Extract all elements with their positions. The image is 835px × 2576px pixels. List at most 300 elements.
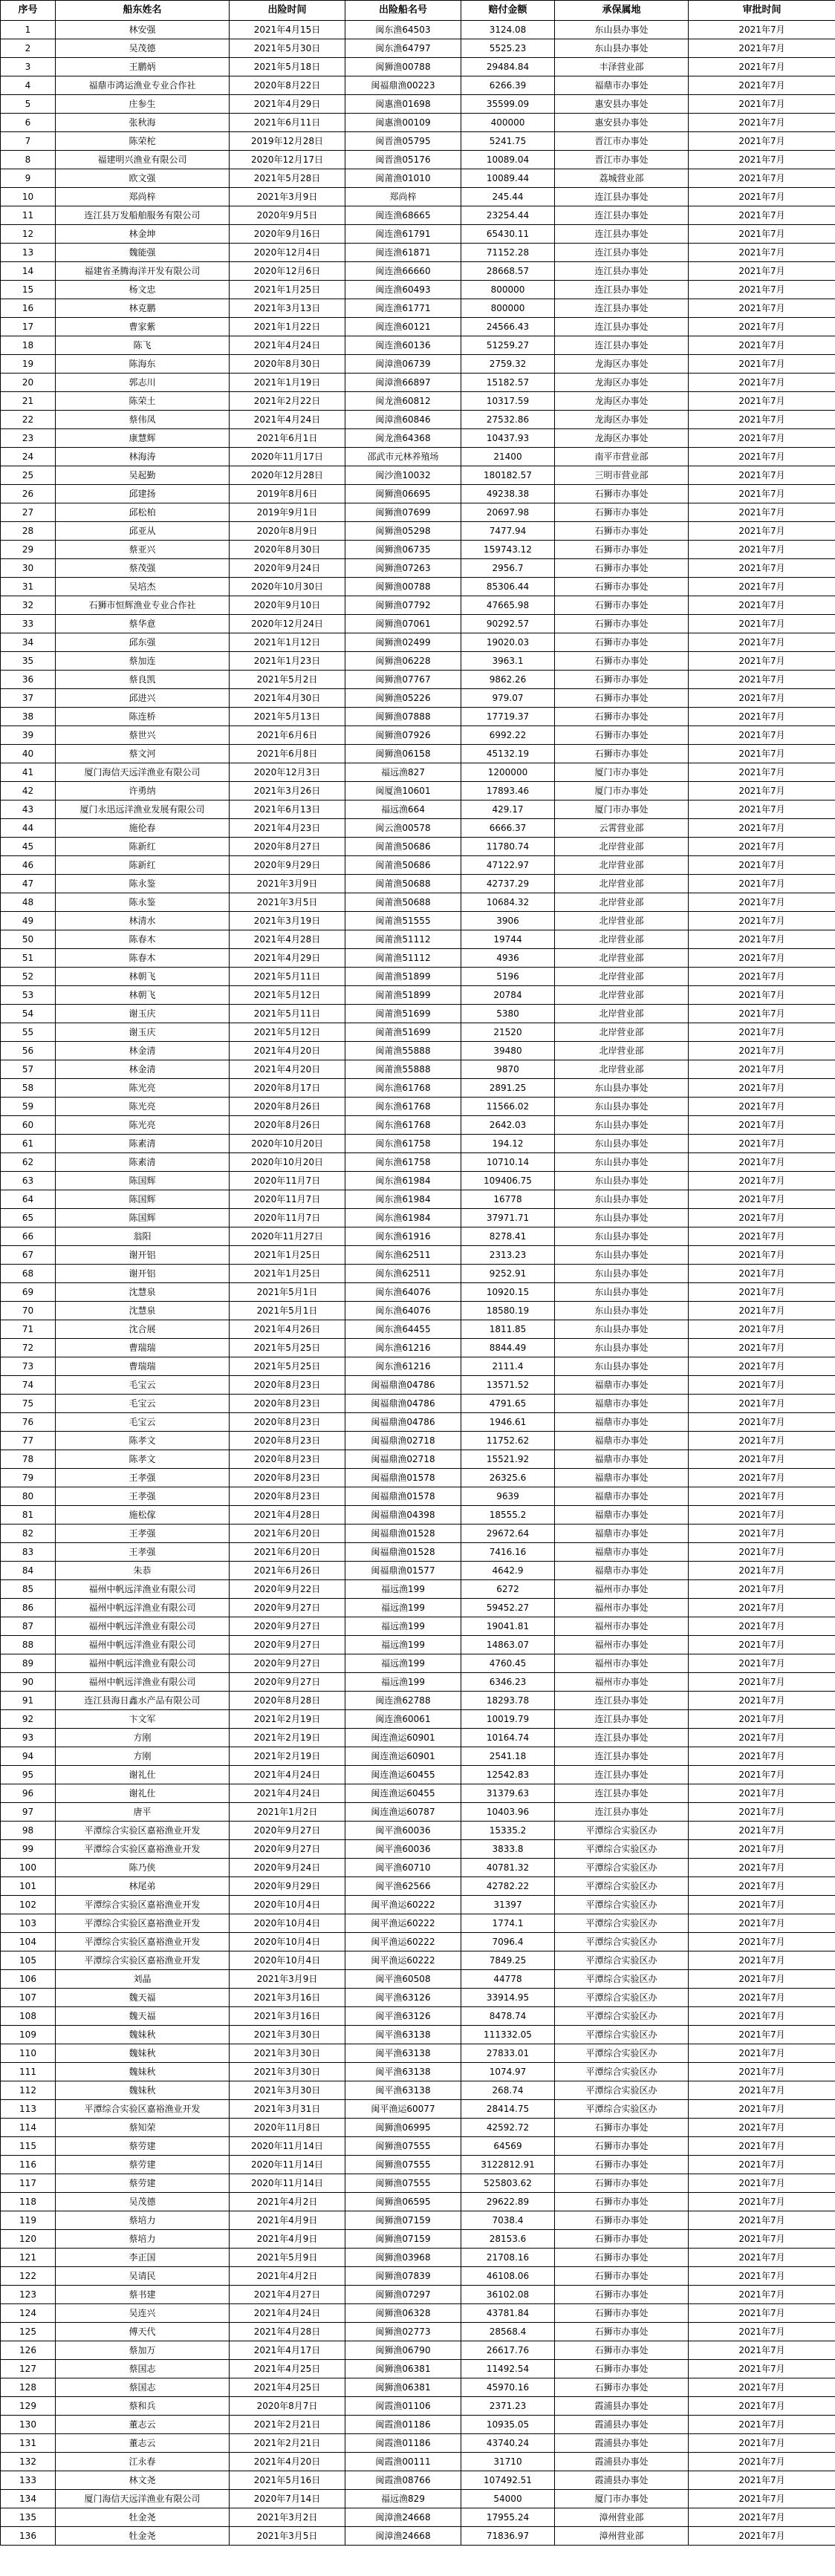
col-header-date: 出险时间	[230, 1, 345, 21]
cell-index: 30	[1, 559, 56, 578]
cell-owner: 魏天福	[56, 1989, 230, 2007]
cell-index: 122	[1, 2267, 56, 2286]
cell-index: 36	[1, 671, 56, 689]
cell-branch: 石狮市办事处	[555, 2286, 689, 2304]
cell-approval: 2021年7月	[689, 1747, 835, 1766]
cell-date: 2020年8月23日	[230, 1469, 345, 1487]
cell-owner: 陈海东	[56, 355, 230, 374]
cell-amount: 2541.18	[461, 1747, 555, 1766]
cell-index: 110	[1, 2044, 56, 2063]
cell-vessel: 闽福鼎渔02718	[345, 1432, 461, 1450]
cell-date: 2021年5月12日	[230, 986, 345, 1005]
cell-date: 2021年4月24日	[230, 1784, 345, 1803]
cell-approval: 2021年7月	[689, 2304, 835, 2323]
cell-vessel: 闽霞渔08766	[345, 2471, 461, 2490]
cell-vessel: 闽狮渔06328	[345, 2304, 461, 2323]
table-row	[1, 1803, 835, 1822]
table-row	[1, 503, 835, 522]
table-row	[1, 225, 835, 244]
cell-vessel: 闽霞渔01106	[345, 2397, 461, 2416]
table-row	[1, 2081, 835, 2100]
cell-approval: 2021年7月	[689, 1265, 835, 1283]
cell-owner: 林海涛	[56, 448, 230, 466]
cell-owner: 陈孝文	[56, 1450, 230, 1469]
cell-index: 18	[1, 336, 56, 355]
cell-amount: 245.44	[461, 188, 555, 206]
cell-index: 128	[1, 2378, 56, 2397]
cell-amount: 47122.97	[461, 856, 555, 875]
cell-owner: 王孝强	[56, 1487, 230, 1506]
cell-vessel: 福远渔199	[345, 1599, 461, 1617]
cell-branch: 福州市办事处	[555, 1599, 689, 1617]
cell-vessel: 闽霞渔01186	[345, 2416, 461, 2434]
cell-branch: 厦门市办事处	[555, 800, 689, 819]
cell-amount: 20784	[461, 986, 555, 1005]
cell-index: 132	[1, 2453, 56, 2471]
cell-index: 97	[1, 1803, 56, 1822]
cell-approval: 2021年7月	[689, 893, 835, 912]
cell-amount: 1811.85	[461, 1320, 555, 1339]
cell-approval: 2021年7月	[689, 1562, 835, 1580]
table-row	[1, 206, 835, 225]
cell-approval: 2021年7月	[689, 1060, 835, 1079]
cell-amount: 31397	[461, 1896, 555, 1914]
cell-date: 2020年11月14日	[230, 2137, 345, 2156]
cell-branch: 东山县办事处	[555, 1172, 689, 1190]
cell-owner: 蔡华意	[56, 615, 230, 633]
cell-amount: 5380	[461, 1005, 555, 1023]
cell-branch: 石狮市办事处	[555, 708, 689, 726]
cell-index: 101	[1, 1877, 56, 1896]
cell-date: 2021年3月16日	[230, 1989, 345, 2007]
cell-approval: 2021年7月	[689, 615, 835, 633]
cell-branch: 丰泽营业部	[555, 58, 689, 76]
cell-owner: 牡金尧	[56, 2508, 230, 2527]
cell-vessel: 闽东渔61984	[345, 1172, 461, 1190]
cell-vessel: 闽福鼎渔04786	[345, 1395, 461, 1413]
cell-branch: 平潭综合实验区办	[555, 2026, 689, 2044]
cell-amount: 20697.98	[461, 503, 555, 522]
cell-amount: 11752.62	[461, 1432, 555, 1450]
cell-approval: 2021年7月	[689, 745, 835, 763]
cell-owner: 林朝飞	[56, 968, 230, 986]
cell-owner: 蔡亚兴	[56, 541, 230, 559]
cell-amount: 9639	[461, 1487, 555, 1506]
cell-owner: 陈春木	[56, 930, 230, 949]
cell-owner: 沈合展	[56, 1320, 230, 1339]
cell-amount: 2313.23	[461, 1246, 555, 1265]
cell-vessel: 闽狮渔07555	[345, 2174, 461, 2193]
cell-owner: 欧文强	[56, 169, 230, 188]
cell-branch: 厦门市办事处	[555, 2490, 689, 2508]
cell-amount: 59452.27	[461, 1599, 555, 1617]
cell-date: 2020年11月8日	[230, 2119, 345, 2137]
cell-branch: 石狮市办事处	[555, 615, 689, 633]
cell-date: 2021年5月30日	[230, 39, 345, 58]
cell-vessel: 闽莆渔51899	[345, 968, 461, 986]
cell-index: 54	[1, 1005, 56, 1023]
cell-vessel: 闽东渔64076	[345, 1283, 461, 1302]
cell-owner: 平潭综合实验区嘉裕渔业开发	[56, 1840, 230, 1859]
cell-index: 48	[1, 893, 56, 912]
cell-approval: 2021年7月	[689, 1357, 835, 1376]
cell-vessel: 闽莆渔50688	[345, 893, 461, 912]
cell-index: 121	[1, 2249, 56, 2267]
cell-owner: 陈孝文	[56, 1432, 230, 1450]
cell-vessel: 闽沙渔10032	[345, 466, 461, 485]
cell-branch: 连江县办事处	[555, 299, 689, 318]
table-row	[1, 671, 835, 689]
cell-index: 68	[1, 1265, 56, 1283]
cell-vessel: 闽东渔61916	[345, 1227, 461, 1246]
cell-branch: 平潭综合实验区办	[555, 1989, 689, 2007]
cell-approval: 2021年7月	[689, 1840, 835, 1859]
cell-owner: 谢开铝	[56, 1246, 230, 1265]
cell-vessel: 闽连渔运60455	[345, 1766, 461, 1784]
table-row	[1, 2193, 835, 2211]
cell-owner: 林金清	[56, 1060, 230, 1079]
cell-index: 87	[1, 1617, 56, 1636]
cell-date: 2021年6月1日	[230, 429, 345, 448]
cell-approval: 2021年7月	[689, 578, 835, 596]
cell-approval: 2021年7月	[689, 1673, 835, 1692]
cell-approval: 2021年7月	[689, 206, 835, 225]
cell-approval: 2021年7月	[689, 1098, 835, 1116]
cell-approval: 2021年7月	[689, 392, 835, 411]
table-row	[1, 466, 835, 485]
cell-vessel: 闽狮渔03968	[345, 2249, 461, 2267]
table-row	[1, 1970, 835, 1989]
table-row	[1, 745, 835, 763]
cell-index: 52	[1, 968, 56, 986]
cell-approval: 2021年7月	[689, 225, 835, 244]
cell-branch: 福鼎市办事处	[555, 1543, 689, 1562]
cell-branch: 东山县办事处	[555, 1246, 689, 1265]
cell-vessel: 闽狮渔00788	[345, 578, 461, 596]
cell-approval: 2021年7月	[689, 1933, 835, 1951]
cell-approval: 2021年7月	[689, 1209, 835, 1227]
table-row	[1, 2211, 835, 2230]
cell-amount: 18555.2	[461, 1506, 555, 1525]
table-row	[1, 930, 835, 949]
cell-branch: 石狮市办事处	[555, 671, 689, 689]
cell-index: 74	[1, 1376, 56, 1395]
cell-amount: 15182.57	[461, 374, 555, 392]
cell-branch: 龙海区办事处	[555, 374, 689, 392]
cell-branch: 平潭综合实验区办	[555, 1970, 689, 1989]
cell-approval: 2021年7月	[689, 2286, 835, 2304]
cell-date: 2021年4月25日	[230, 2360, 345, 2378]
cell-date: 2021年6月13日	[230, 800, 345, 819]
cell-branch: 东山县办事处	[555, 21, 689, 39]
cell-branch: 连江县办事处	[555, 281, 689, 299]
cell-owner: 吴培杰	[56, 578, 230, 596]
cell-approval: 2021年7月	[689, 968, 835, 986]
table-row	[1, 893, 835, 912]
cell-date: 2020年8月17日	[230, 1079, 345, 1098]
cell-owner: 吴连兴	[56, 2304, 230, 2323]
cell-branch: 龙海区办事处	[555, 429, 689, 448]
cell-date: 2021年5月13日	[230, 708, 345, 726]
cell-amount: 4642.9	[461, 1562, 555, 1580]
cell-branch: 东山县办事处	[555, 1079, 689, 1098]
cell-owner: 刘晶	[56, 1970, 230, 1989]
cell-index: 7	[1, 132, 56, 151]
cell-owner: 庄参生	[56, 95, 230, 114]
cell-branch: 石狮市办事处	[555, 633, 689, 652]
cell-approval: 2021年7月	[689, 1450, 835, 1469]
table-row	[1, 336, 835, 355]
cell-owner: 福州中帆远洋渔业有限公司	[56, 1654, 230, 1673]
cell-amount: 111332.05	[461, 2026, 555, 2044]
cell-date: 2020年10月30日	[230, 578, 345, 596]
cell-owner: 蔡良凯	[56, 671, 230, 689]
cell-owner: 厦门永迅远洋渔业发展有限公司	[56, 800, 230, 819]
cell-date: 2020年12月17日	[230, 151, 345, 169]
cell-vessel: 闽平渔63126	[345, 2007, 461, 2026]
cell-index: 80	[1, 1487, 56, 1506]
cell-amount: 64569	[461, 2137, 555, 2156]
cell-owner: 邱松柏	[56, 503, 230, 522]
cell-date: 2021年4月2日	[230, 2267, 345, 2286]
cell-date: 2021年4月29日	[230, 95, 345, 114]
cell-branch: 霞浦县办事处	[555, 2416, 689, 2434]
cell-branch: 连江县办事处	[555, 1710, 689, 1729]
table-row	[1, 2230, 835, 2249]
cell-vessel: 闽连渔运60901	[345, 1747, 461, 1766]
table-row	[1, 299, 835, 318]
cell-branch: 北岸营业部	[555, 968, 689, 986]
cell-owner: 福州中帆远洋渔业有限公司	[56, 1580, 230, 1599]
cell-branch: 北岸营业部	[555, 949, 689, 968]
cell-date: 2020年10月4日	[230, 1914, 345, 1933]
cell-approval: 2021年7月	[689, 2453, 835, 2471]
cell-branch: 平潭综合实验区办	[555, 2081, 689, 2100]
cell-approval: 2021年7月	[689, 1506, 835, 1525]
cell-branch: 荔城营业部	[555, 169, 689, 188]
col-header-vessel: 出险船名号	[345, 1, 461, 21]
cell-approval: 2021年7月	[689, 1710, 835, 1729]
cell-approval: 2021年7月	[689, 1896, 835, 1914]
cell-owner: 陈乃侠	[56, 1859, 230, 1877]
cell-date: 2021年6月20日	[230, 1543, 345, 1562]
cell-approval: 2021年7月	[689, 2119, 835, 2137]
table-row	[1, 1395, 835, 1413]
cell-date: 2021年4月9日	[230, 2230, 345, 2249]
cell-approval: 2021年7月	[689, 1469, 835, 1487]
table-row	[1, 782, 835, 800]
cell-amount: 4791.65	[461, 1395, 555, 1413]
cell-amount: 54000	[461, 2490, 555, 2508]
cell-amount: 10317.59	[461, 392, 555, 411]
table-row	[1, 262, 835, 281]
cell-index: 115	[1, 2137, 56, 2156]
cell-amount: 1200000	[461, 763, 555, 782]
cell-branch: 平潭综合实验区办	[555, 1877, 689, 1896]
cell-index: 15	[1, 281, 56, 299]
cell-amount: 7038.4	[461, 2211, 555, 2230]
cell-amount: 9252.91	[461, 1265, 555, 1283]
cell-amount: 51259.27	[461, 336, 555, 355]
cell-branch: 福州市办事处	[555, 1636, 689, 1654]
cell-owner: 翁阳	[56, 1227, 230, 1246]
cell-index: 124	[1, 2304, 56, 2323]
cell-date: 2020年11月7日	[230, 1172, 345, 1190]
cell-approval: 2021年7月	[689, 1320, 835, 1339]
cell-vessel: 闽狮渔05226	[345, 689, 461, 708]
cell-approval: 2021年7月	[689, 522, 835, 541]
cell-date: 2020年8月23日	[230, 1376, 345, 1395]
cell-approval: 2021年7月	[689, 1413, 835, 1432]
cell-approval: 2021年7月	[689, 58, 835, 76]
cell-approval: 2021年7月	[689, 466, 835, 485]
col-header-index: 序号	[1, 1, 56, 21]
cell-owner: 福州中帆远洋渔业有限公司	[56, 1617, 230, 1636]
table-row	[1, 151, 835, 169]
cell-vessel: 闽狮渔07159	[345, 2230, 461, 2249]
cell-vessel: 闽狮渔06695	[345, 485, 461, 503]
cell-vessel: 闽东渔62511	[345, 1265, 461, 1283]
cell-vessel: 闽东渔61758	[345, 1153, 461, 1172]
cell-approval: 2021年7月	[689, 1989, 835, 2007]
cell-date: 2020年8月23日	[230, 1395, 345, 1413]
cell-date: 2020年8月23日	[230, 1487, 345, 1506]
cell-vessel: 闽漳渔06739	[345, 355, 461, 374]
table-row	[1, 2044, 835, 2063]
table-row	[1, 2471, 835, 2490]
cell-owner: 方刚	[56, 1747, 230, 1766]
cell-index: 95	[1, 1766, 56, 1784]
cell-date: 2021年5月18日	[230, 58, 345, 76]
cell-vessel: 闽狮渔07767	[345, 671, 461, 689]
cell-owner: 朱恭	[56, 1562, 230, 1580]
cell-vessel: 闽莆渔51899	[345, 986, 461, 1005]
cell-date: 2021年3月16日	[230, 2007, 345, 2026]
table-row	[1, 1005, 835, 1023]
table-row	[1, 708, 835, 726]
cell-branch: 东山县办事处	[555, 1339, 689, 1357]
cell-date: 2020年9月24日	[230, 559, 345, 578]
cell-approval: 2021年7月	[689, 1172, 835, 1190]
table-row	[1, 2174, 835, 2193]
cell-approval: 2021年7月	[689, 1190, 835, 1209]
table-row	[1, 374, 835, 392]
table-row	[1, 1098, 835, 1116]
cell-branch: 北岸营业部	[555, 930, 689, 949]
cell-owner: 陈国辉	[56, 1172, 230, 1190]
cell-vessel: 闽东渔64076	[345, 1302, 461, 1320]
cell-index: 82	[1, 1525, 56, 1543]
cell-date: 2020年8月26日	[230, 1098, 345, 1116]
cell-vessel: 闽狮渔06228	[345, 652, 461, 671]
cell-date: 2021年1月25日	[230, 281, 345, 299]
table-row	[1, 1989, 835, 2007]
cell-owner: 傅天代	[56, 2323, 230, 2341]
cell-date: 2021年4月17日	[230, 2341, 345, 2360]
table-row	[1, 1487, 835, 1506]
cell-vessel: 闽狮渔06381	[345, 2378, 461, 2397]
cell-branch: 三明市营业部	[555, 466, 689, 485]
table-row	[1, 800, 835, 819]
cell-approval: 2021年7月	[689, 1227, 835, 1246]
table-row	[1, 2304, 835, 2323]
cell-owner: 王孝强	[56, 1543, 230, 1562]
cell-index: 9	[1, 169, 56, 188]
cell-index: 20	[1, 374, 56, 392]
cell-vessel: 闽东渔61216	[345, 1339, 461, 1357]
table-row	[1, 1153, 835, 1172]
cell-date: 2020年9月29日	[230, 1877, 345, 1896]
cell-amount: 10684.32	[461, 893, 555, 912]
cell-approval: 2021年7月	[689, 1617, 835, 1636]
cell-owner: 毛宝云	[56, 1376, 230, 1395]
table-row	[1, 2490, 835, 2508]
cell-index: 28	[1, 522, 56, 541]
cell-approval: 2021年7月	[689, 559, 835, 578]
cell-date: 2020年9月22日	[230, 1580, 345, 1599]
cell-approval: 2021年7月	[689, 2007, 835, 2026]
cell-branch: 福州市办事处	[555, 1580, 689, 1599]
cell-approval: 2021年7月	[689, 2397, 835, 2416]
cell-vessel: 闽东渔61768	[345, 1116, 461, 1135]
cell-date: 2020年8月30日	[230, 355, 345, 374]
cell-vessel: 闽东渔61216	[345, 1357, 461, 1376]
table-row	[1, 615, 835, 633]
cell-amount: 90292.57	[461, 615, 555, 633]
cell-date: 2020年8月9日	[230, 522, 345, 541]
cell-owner: 陈光亮	[56, 1116, 230, 1135]
cell-owner: 谢玉庆	[56, 1023, 230, 1042]
cell-amount: 45132.19	[461, 745, 555, 763]
cell-branch: 石狮市办事处	[555, 745, 689, 763]
table-row	[1, 1933, 835, 1951]
table-row	[1, 1506, 835, 1525]
cell-owner: 连江县海日鑫水产品有限公司	[56, 1692, 230, 1710]
cell-owner: 林朝飞	[56, 986, 230, 1005]
table-row	[1, 949, 835, 968]
cell-branch: 东山县办事处	[555, 1209, 689, 1227]
cell-approval: 2021年7月	[689, 1636, 835, 1654]
cell-owner: 杨文忠	[56, 281, 230, 299]
cell-approval: 2021年7月	[689, 281, 835, 299]
cell-date: 2021年2月22日	[230, 392, 345, 411]
cell-branch: 石狮市办事处	[555, 2156, 689, 2174]
cell-owner: 张秋海	[56, 114, 230, 132]
cell-vessel: 闽漳渔24668	[345, 2508, 461, 2527]
cell-branch: 石狮市办事处	[555, 2267, 689, 2286]
cell-date: 2021年2月21日	[230, 2416, 345, 2434]
cell-branch: 云霄营业部	[555, 819, 689, 838]
cell-date: 2021年6月6日	[230, 726, 345, 745]
cell-owner: 施松傢	[56, 1506, 230, 1525]
col-header-amount: 赔付金额	[461, 1, 555, 21]
cell-approval: 2021年7月	[689, 2323, 835, 2341]
cell-index: 118	[1, 2193, 56, 2211]
cell-owner: 吴起勤	[56, 466, 230, 485]
cell-owner: 福州中帆远洋渔业有限公司	[56, 1673, 230, 1692]
cell-date: 2021年4月23日	[230, 819, 345, 838]
cell-approval: 2021年7月	[689, 39, 835, 58]
cell-owner: 邱进兴	[56, 689, 230, 708]
cell-owner: 江永春	[56, 2453, 230, 2471]
cell-branch: 东山县办事处	[555, 1190, 689, 1209]
cell-owner: 陈永鉴	[56, 875, 230, 893]
cell-vessel: 闽连渔60061	[345, 1710, 461, 1729]
cell-index: 96	[1, 1784, 56, 1803]
cell-owner: 谢礼仕	[56, 1766, 230, 1784]
cell-branch: 石狮市办事处	[555, 2304, 689, 2323]
cell-branch: 龙海区办事处	[555, 411, 689, 429]
